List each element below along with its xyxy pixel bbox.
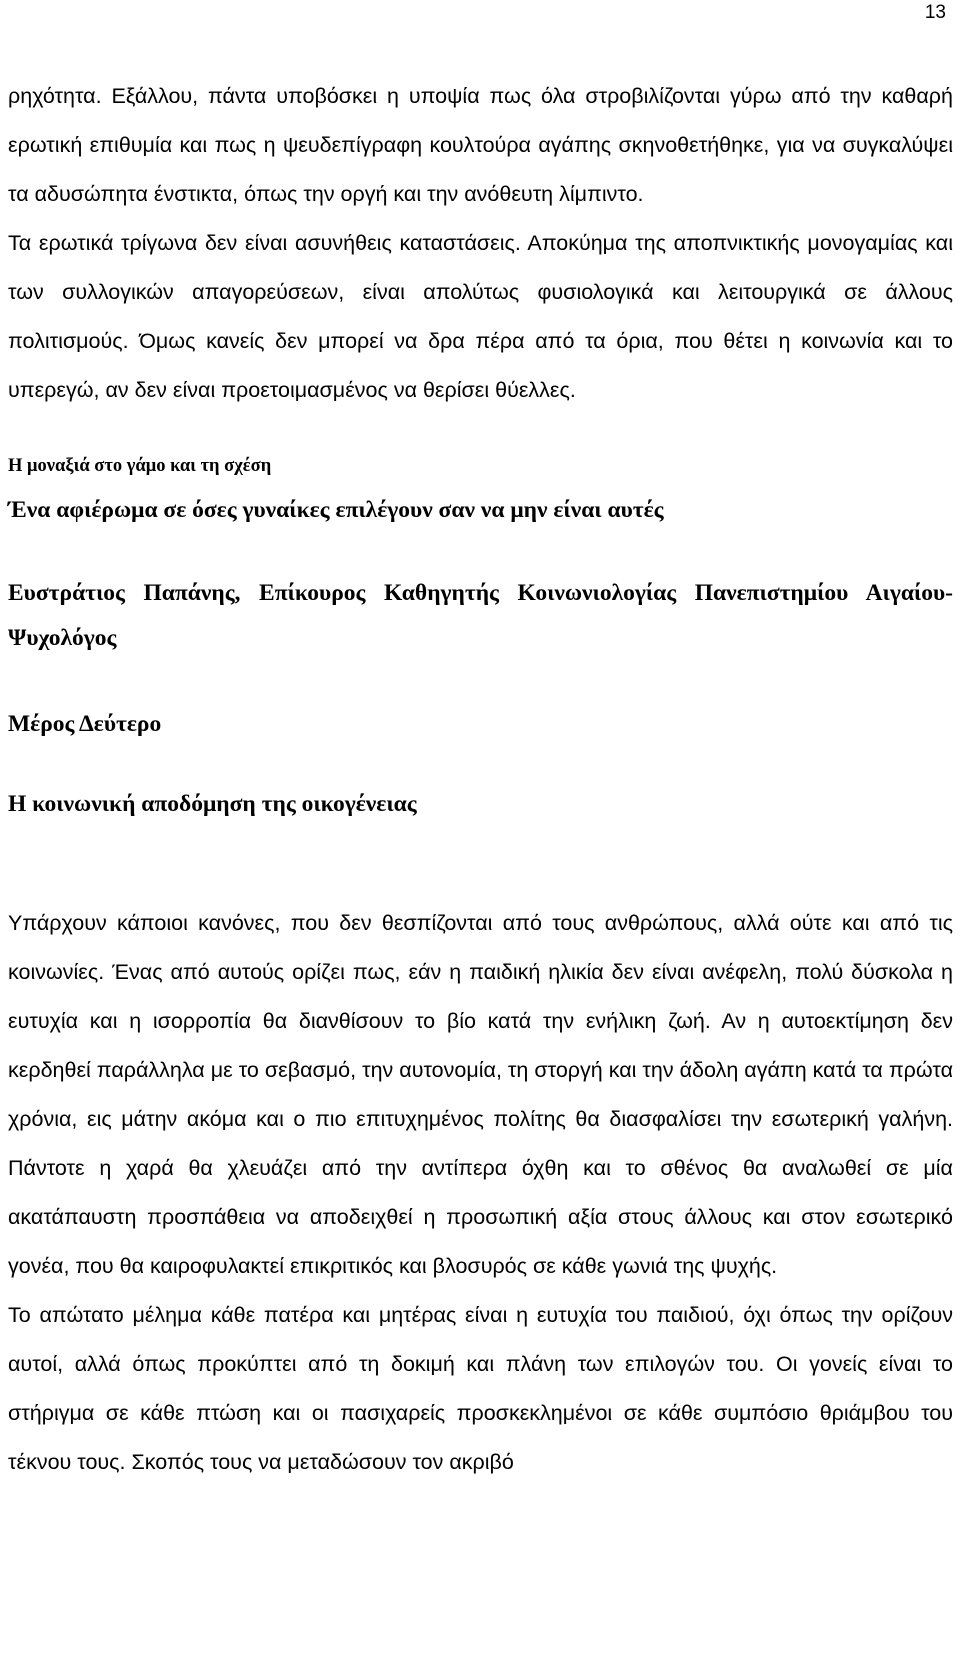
author-line: Ευστράτιος Παπάνης, Επίκουρος Καθηγητής Κοινωνιολογίας Πανεπιστημίου Αιγαίου-Ψυχολόγος (8, 580, 953, 651)
paragraph-rules: Υπάρχουν κάποιοι κανόνες, που δεν θεσπίζονται από τους ανθρώπους, αλλά ούτε και από τις κοινωνίες. Ένας από αυτούς ορίζει πως, εάν η παιδική ηλικία δεν είναι ανέφελη, πολύ δύσκολα η ευτυχία και η ισορροπία θα διανθίσουν το βίο κατά την ενήλικη ζωή. Αν η αυτοεκτίμηση δεν κερδηθεί παράλληλα με το σεβασμό, την αυτονομία, τη στοργή και την άδολη αγάπη κατά τα πρώτα χρόνια, εις μάτην ακόμα και ο πιο επιτυχημένος πολίτης θα διασφαλίσει την εσωτερική γαλήνη. Πάντοτε η χαρά θα χλευάζει από την αντίπερα όχθη και το σθένος θα αναλωθεί σε μία ακατάπαυστη προσπάθεια να αποδειχθεί η προσωπική αξία στους άλλους και στον εσωτερικό γονέα, που θα καιροφυλακτεί επικριτικός και βλοσυρός σε κάθε γωνιά της ψυχής. (8, 911, 953, 1278)
section-subtitle: Ένα αφιέρωμα σε όσες γυναίκες επιλέγουν σαν να μην είναι αυτές (8, 497, 664, 523)
part-heading: Μέρος Δεύτερο (8, 711, 162, 737)
paragraph-love-triangles: Τα ερωτικά τρίγωνα δεν είναι ασυνήθεις καταστάσεις. Αποκύημα της αποπνικτικής μονογαμίας και των συλλογικών απαγορεύσεων, είναι απολύτως φυσιολογικά και λειτουργικά σε άλλους πολιτισμούς. Όμως κανείς δεν μπορεί να δρα πέρα από τα όρια, που θέτει η κοινωνία και το υπερεγώ, αν δεν είναι προετοιμασμένος να θερίσει θύελλες. (8, 231, 953, 402)
page-number: 13 (924, 2, 946, 23)
paragraph-parents: Το απώτατο μέλημα κάθε πατέρα και μητέρας είναι η ευτυχία του παιδιού, όχι όπως την ορίζουν αυτοί, αλλά όπως προκύπτει από τη δοκιμή και πλάνη των επιλογών του. Οι γονείς είναι το στήριγμα σε κάθε πτώση και οι πασιχαρείς προσκεκλημένοι σε κάθε συμπόσιο θριάμβου του τέκνου τους. Σκοπός τους να μεταδώσουν τον ακριβό (8, 1303, 953, 1474)
page-content (8, 72, 953, 1487)
section-label: Η μοναξιά στο γάμο και τη σχέση (8, 456, 272, 476)
chapter-heading: Η κοινωνική αποδόμηση της οικογένειας (8, 791, 417, 817)
paragraph-shallowness: ρηχότητα. Εξάλλου, πάντα υποβόσκει η υποψία πως όλα στροβιλίζονται γύρω από την καθαρή ερωτική επιθυμία και πως η ψευδεπίγραφη κουλτούρα αγάπης σκηνοθετήθηκε, για να συγκαλύψει τα αδυσώπητα ένστικτα, όπως την οργή και την ανόθευτη λίμπιντο. (8, 84, 953, 206)
